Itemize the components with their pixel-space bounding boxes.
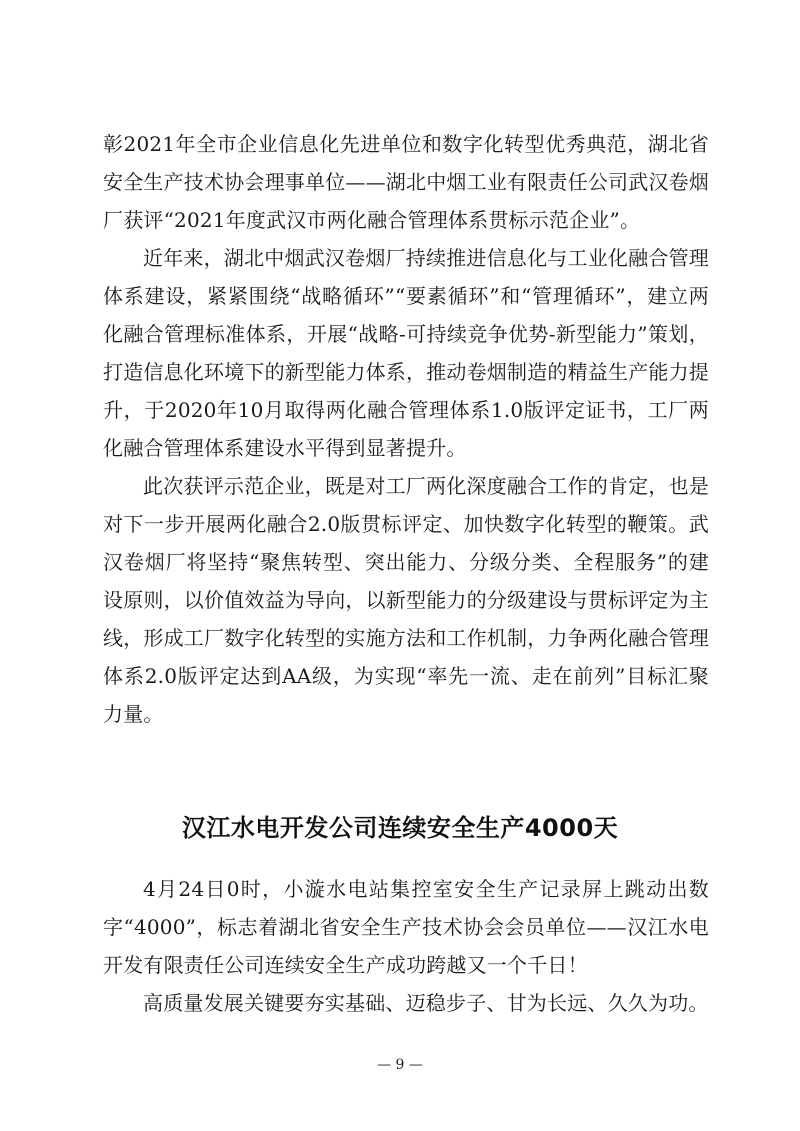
page-number: — 9 — [377,1057,423,1073]
paragraph: 近年来，湖北中烟武汉卷烟厂持续推进信息化与工业化融合管理体系建设，紧紧围绕“战略循环”“要素循环”和“管理循环”，建立两化融合管理标准体系，开展“战略-可持续竞争优势-新型能力”策划，打造信息化环境下的新型能力体系，推动卷烟制造的精益生产能力提升，于2020年10月取得两化融合管理体系1.0版评定证书，工厂两化融合管理体系建设水平得到显著提升。 [103,246,709,460]
article-body-2 [103,870,709,1022]
paragraph: 此次获评示范企业，既是对工厂两化深度融合工作的肯定，也是对下一步开展两化融合2.0版贯标评定、加快数字化转型的鞭策。武汉卷烟厂将坚持“聚焦转型、突出能力、分级分类、全程服务”的建设原则，以价值效益为导向，以新型能力的分级建设与贯标评定为主线，形成工厂数字化转型的实施方法和工作机制，力争两化融合管理体系2.0版评定达到AA级，为实现“率先一流、走在前列”目标汇聚力量。 [103,474,709,726]
article-title: 汉江水电开发公司连续安全生产4000天 [181,814,619,842]
article-body-1 [103,125,709,733]
paragraph: 4月24日0时，小漩水电站集控室安全生产记录屏上跳动出数字“4000”，标志着湖北省安全生产技术协会会员单位——汉江水电开发有限责任公司连续安全生产成功跨越又一个千日！ [103,877,709,977]
paragraph-continued: 彰2021年全市企业信息化先进单位和数字化转型优秀典范，湖北省安全生产技术协会理事单位——湖北中烟工业有限责任公司武汉卷烟厂获评“2021年度武汉市两化融合管理体系贯标示范企业”。 [103,132,709,232]
paragraph: 高质量发展关键要夯实基础、迈稳步子、甘为长远、久久为功。 [143,991,709,1015]
